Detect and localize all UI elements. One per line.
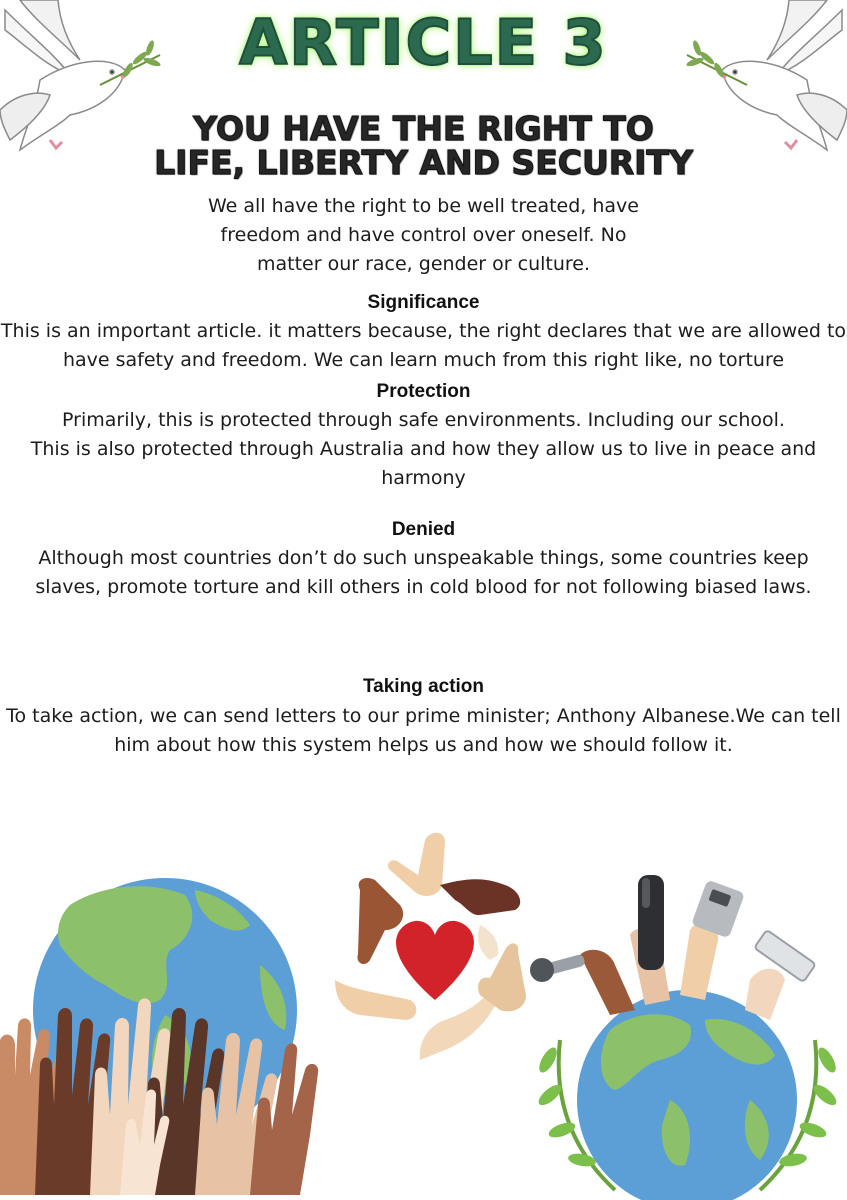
taking-action-line: him about how this system helps us and how we should follow it.: [114, 734, 733, 756]
significance-line: This is an important article. it matters because, the right declares that we are allowed to: [0, 320, 847, 342]
intro-line: matter our race, gender or culture.: [256, 253, 591, 275]
subtitle-line-2: LIFE, LIBERTY AND SECURITY: [154, 143, 693, 182]
hands-heart-circle-icon: [330, 830, 540, 1070]
globe-microphones-icon: [520, 870, 847, 1200]
subtitle-line-1: YOU HAVE THE RIGHT TO: [193, 109, 654, 148]
taking-action-heading: Taking action: [362, 676, 485, 697]
protection-line: This is also protected through Australia and how they allow us to live in peace and: [30, 438, 817, 460]
intro-line: We all have the right to be well treated, have: [207, 195, 639, 217]
taking-action-line: To take action, we can send letters to our prime minister; Anthony Albanese.We can tell: [6, 705, 841, 727]
significance-heading: Significance: [367, 292, 480, 313]
denied-line: slaves, promote torture and kill others in cold blood for not following biased laws.: [35, 576, 812, 598]
protection-line: Primarily, this is protected through safe environments. Including our school.: [62, 409, 785, 431]
globe-raised-hands-icon: [0, 865, 335, 1200]
protection-line: harmony: [381, 467, 466, 489]
protection-heading: Protection: [376, 381, 471, 402]
intro-line: freedom and have control over oneself. No: [220, 224, 627, 246]
denied-line: Although most countries don’t do such unspeakable things, some countries keep: [38, 547, 809, 569]
page-title: ARTICLE 3: [239, 6, 608, 79]
significance-line: have safety and freedom. We can learn much from this right like, no torture: [62, 349, 785, 371]
denied-heading: Denied: [391, 519, 456, 540]
